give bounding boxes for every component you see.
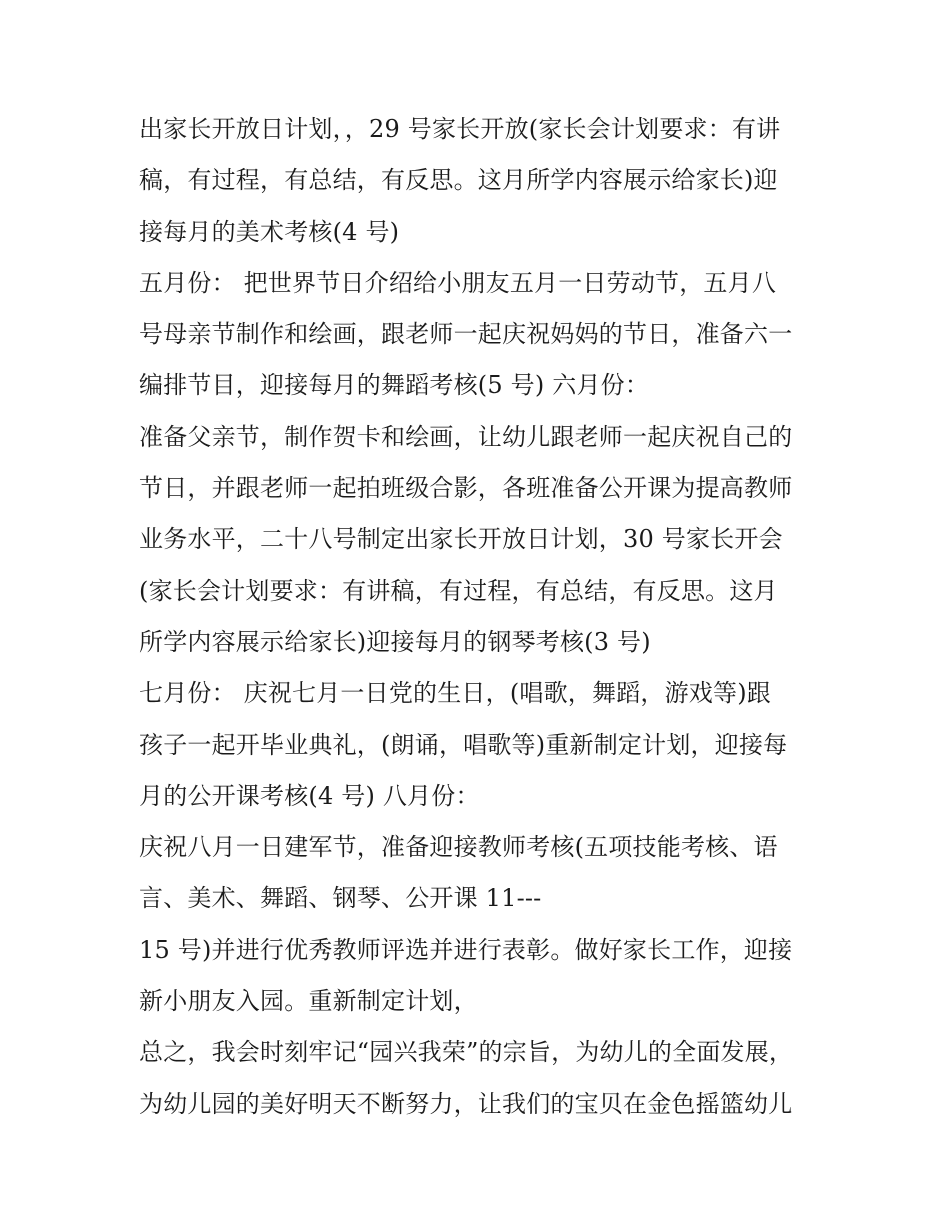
text-line: 编排节目，迎接每月的舞蹈考核(5 号) 六月份： — [139, 371, 650, 400]
text-line: 所学内容展示给家长)迎接每月的钢琴考核(3 号) — [139, 627, 651, 656]
text-line: 接每月的美术考核(4 号) — [139, 217, 400, 246]
text-line: 节日，并跟老师一起拍班级合影，各班准备公开课为提高教师 — [139, 474, 793, 503]
text-line: 月的公开课考核(4 号) 八月份： — [139, 781, 480, 810]
text-line: 15 号)并进行优秀教师评选并进行表彰。做好家长工作，迎接 — [139, 935, 793, 964]
text-line: 总之，我会时刻牢记“园兴我荣”的宗旨，为幼儿的全面发展， — [139, 1038, 794, 1067]
text-line: 庆祝八月一日建军节，准备迎接教师考核(五项技能考核、语 — [139, 833, 778, 862]
text-line: 为幼儿园的美好明天不断努力，让我们的宝贝在金色摇篮幼儿 — [139, 1089, 793, 1118]
text-line: 七月份： 庆祝七月一日党的生日，(唱歌，舞蹈，游戏等)跟 — [139, 679, 771, 708]
text-line: 孩子一起开毕业典礼，(朗诵，唱歌等)重新制定计划，迎接每 — [139, 730, 788, 759]
text-line: 出家长开放日计划，，29 号家长开放(家长会计划要求：有讲 — [139, 115, 781, 143]
text-line: 新小朋友入园。重新制定计划， — [139, 987, 478, 1016]
text-line: (家长会计划要求：有讲稿，有过程，有总结，有反思。这月 — [139, 576, 778, 605]
text-line: 业务水平，二十八号制定出家长开放日计划，30 号家长开会 — [139, 525, 783, 554]
text-line: 五月份： 把世界节日介绍给小朋友五月一日劳动节，五月八 — [139, 268, 777, 297]
text-line: 准备父亲节，制作贺卡和绘画，让幼儿跟老师一起庆祝自己的 — [139, 422, 793, 451]
text-line: 言、美术、舞蹈、钢琴、公开课 11--- — [139, 884, 542, 913]
text-line: 号母亲节制作和绘画，跟老师一起庆祝妈妈的节日，准备六一 — [139, 320, 793, 349]
text-line: 稿，有过程，有总结，有反思。这月所学内容展示给家长)迎 — [139, 166, 778, 195]
document-body — [139, 104, 829, 1130]
